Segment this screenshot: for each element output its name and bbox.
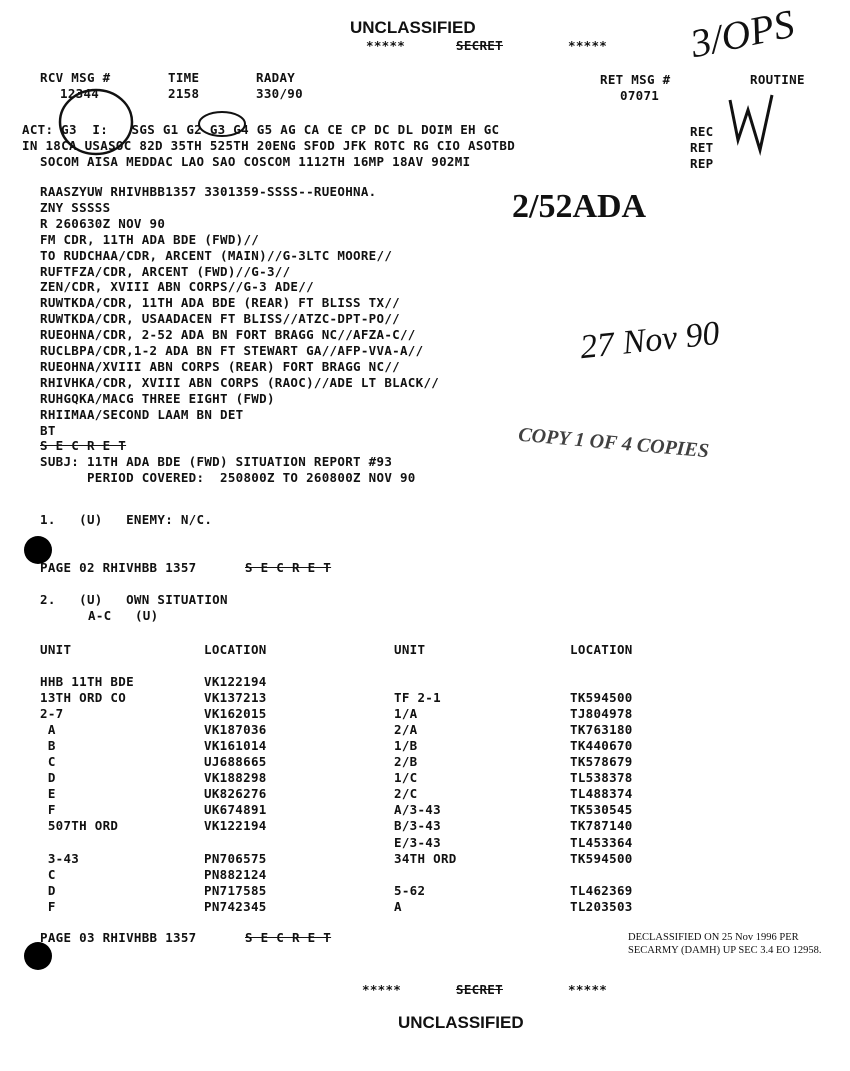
table-unit-cell: C (40, 754, 56, 770)
info-line-2: SOCOM AISA MEDDAC LAO SAO COSCOM 1112TH 16MP 18AV 902MI (40, 154, 471, 169)
table-unit-cell: 2/B (394, 754, 418, 770)
routine-label: ROUTINE (750, 72, 805, 87)
table-location-cell: TL488374 (570, 786, 633, 802)
message-line: FM CDR, 11TH ADA BDE (FWD)// (40, 231, 260, 247)
table-unit-cell: 1/B (394, 738, 418, 754)
table-unit-cell: 1/C (394, 770, 418, 786)
table-location-cell: TK578679 (570, 754, 633, 770)
table-location-cell: TK440670 (570, 738, 633, 754)
message-line: TO RUDCHAA/CDR, ARCENT (MAIN)//G-3LTC MOORE// (40, 247, 393, 263)
table-location-cell: TL203503 (570, 898, 633, 914)
message-line: ZEN/CDR, XVIII ABN CORPS//G-3 ADE// (40, 279, 314, 295)
top-classification-banner: UNCLASSIFIED (350, 18, 476, 37)
message-line: RHIVHKA/CDR, XVIII ABN CORPS (RAOC)//ADE LT BLACK// (40, 374, 440, 390)
page-03-header: PAGE 03 RHIVHBB 1357 (40, 930, 197, 945)
table-unit-cell: 507TH ORD (40, 818, 119, 834)
ret-msg-label: RET MSG # (600, 72, 671, 87)
message-line: RUFTFZA/CDR, ARCENT (FWD)//G-3// (40, 263, 291, 279)
table-location-cell: TK594500 (570, 690, 633, 706)
rcv-msg-label: RCV MSG # (40, 70, 111, 85)
punch-hole-2 (24, 942, 52, 970)
raday-value: 330/90 (256, 86, 303, 101)
table-unit-cell: E/3-43 (394, 834, 441, 850)
table-unit-cell: F (40, 802, 56, 818)
table-location-cell: TK530545 (570, 802, 633, 818)
act-line: ACT: G3 I: SGS G1 G2 G3 G4 G5 AG CA CE CP DC DL DOIM EH GC (22, 122, 500, 137)
header-location-left: LOCATION (204, 642, 267, 657)
secret-mark-bottom: SECRET (456, 982, 503, 997)
table-unit-cell: 5-62 (394, 882, 426, 898)
raday-label: RADAY (256, 70, 296, 85)
table-unit-cell: TF 2-1 (394, 690, 441, 706)
page-02-header: PAGE 02 RHIVHBB 1357 (40, 560, 197, 575)
table-unit-cell: HHB 11TH BDE (40, 674, 134, 689)
stars-right-top: ***** (568, 38, 608, 53)
message-line: RHIIMAA/SECOND LAAM BN DET (40, 406, 244, 422)
table-location-cell: VK122194 (204, 674, 267, 689)
table-location-cell: PN742345 (204, 898, 267, 914)
table-unit-cell: 13TH ORD CO (40, 690, 127, 706)
table-location-cell: PN717585 (204, 882, 267, 898)
section-1-enemy: 1. (U) ENEMY: N/C. (40, 512, 213, 527)
message-line: RUHGQKA/MACG THREE EIGHT (FWD) (40, 390, 275, 406)
table-location-cell: VK187036 (204, 722, 267, 738)
stars-left-top: ***** (366, 38, 406, 53)
table-location-cell: PN706575 (204, 850, 267, 866)
rep-label: REP (690, 156, 714, 171)
table-unit-cell: 3-43 (40, 850, 80, 866)
ret-msg-value: 07071 (620, 88, 660, 103)
table-location-cell: VK162015 (204, 706, 267, 722)
table-unit-cell: 2/C (394, 786, 418, 802)
table-location-cell: UK674891 (204, 802, 267, 818)
message-line: ZNY SSSSS (40, 199, 111, 215)
message-line: RUEOHNA/XVIII ABN CORPS (REAR) FORT BRAGG NC// (40, 358, 400, 374)
table-location-cell: TL462369 (570, 882, 633, 898)
table-location-cell: VK122194 (204, 818, 267, 834)
table-unit-cell: 34TH ORD (394, 850, 457, 866)
table-location-cell: TK594500 (570, 850, 633, 866)
message-line: R 260630Z NOV 90 (40, 215, 166, 231)
time-label: TIME (168, 70, 200, 85)
table-unit-cell: 2-7 (40, 706, 64, 722)
rcv-msg-value: 12344 (60, 86, 100, 101)
secret-mark-top: SECRET (456, 38, 503, 53)
table-unit-cell: 2/A (394, 722, 418, 738)
section-2-subtitle: A-C (U) (88, 608, 159, 623)
table-unit-cell: B (40, 738, 56, 754)
declassification-stamp: DECLASSIFIED ON 25 Nov 1996 PER SECARMY (DAMH) UP SEC 3.4 EO 12958. (628, 932, 822, 956)
table-location-cell: VK188298 (204, 770, 267, 786)
table-location-cell: TJ804978 (570, 706, 633, 722)
table-unit-cell: D (40, 770, 56, 786)
info-line-1: IN 18CA USASOC 82D 35TH 525TH 20ENG SFOD JFK ROTC RG CIO ASOTBD (22, 138, 516, 153)
page-03-secret-mark: S E C R E T (245, 930, 332, 945)
handwritten-date-note: 27 Nov 90 (578, 314, 722, 367)
table-unit-cell: F (40, 898, 56, 914)
table-unit-cell: A/3-43 (394, 802, 441, 818)
table-location-cell: TK787140 (570, 818, 633, 834)
page-02-secret-mark: S E C R E T (245, 560, 332, 575)
table-location-cell: UK826276 (204, 786, 267, 802)
table-location-cell: PN882124 (204, 866, 267, 882)
table-location-cell: TL538378 (570, 770, 633, 786)
rec-label: REC (690, 124, 714, 139)
handwritten-ops-note: 3/OPS (686, 0, 798, 67)
table-unit-cell: E (40, 786, 56, 802)
bottom-classification-banner: UNCLASSIFIED (398, 1013, 524, 1032)
table-unit-cell: D (40, 882, 56, 898)
ret-label: RET (690, 140, 714, 155)
table-location-cell: UJ688665 (204, 754, 267, 770)
header-unit-right: UNIT (394, 642, 426, 657)
stars-right-bottom: ***** (568, 982, 608, 997)
message-line: RUWTKDA/CDR, USAADACEN FT BLISS//ATZC-DPT-PO// (40, 311, 400, 327)
time-value: 2158 (168, 86, 200, 101)
header-location-right: LOCATION (570, 642, 633, 657)
stars-left-bottom: ***** (362, 982, 402, 997)
message-line: RUCLBPA/CDR,1-2 ADA BN FT STEWART GA//AFP-VVA-A// (40, 343, 424, 358)
table-unit-cell: A (394, 898, 402, 914)
message-line: PERIOD COVERED: 250800Z TO 260800Z NOV 90 (40, 470, 416, 486)
table-unit-cell: C (40, 866, 56, 882)
message-line: RUWTKDA/CDR, 11TH ADA BDE (REAR) FT BLISS TX// (40, 295, 400, 311)
table-unit-cell: B/3-43 (394, 818, 441, 834)
message-line: RAASZYUW RHIVHBB1357 3301359-SSSS--RUEOHNA. (40, 184, 377, 199)
message-line: RUEOHNA/CDR, 2-52 ADA BN FORT BRAGG NC//AFZA-C// (40, 327, 416, 343)
table-location-cell: VK161014 (204, 738, 267, 754)
message-line: BT (40, 422, 56, 438)
handwritten-initials (720, 90, 780, 160)
table-unit-cell: 1/A (394, 706, 418, 722)
message-line: S E C R E T (40, 438, 127, 454)
table-location-cell: TL453364 (570, 834, 633, 850)
handwritten-unit-note: 2/52ADA (512, 188, 647, 225)
message-line: SUBJ: 11TH ADA BDE (FWD) SITUATION REPORT #93 (40, 454, 393, 470)
header-unit-left: UNIT (40, 642, 72, 657)
copy-count-stamp: COPY 1 OF 4 COPIES (517, 423, 710, 463)
table-location-cell: VK137213 (204, 690, 267, 706)
table-unit-cell: A (40, 722, 56, 738)
table-location-cell: TK763180 (570, 722, 633, 738)
section-2-title: 2. (U) OWN SITUATION (40, 592, 228, 607)
